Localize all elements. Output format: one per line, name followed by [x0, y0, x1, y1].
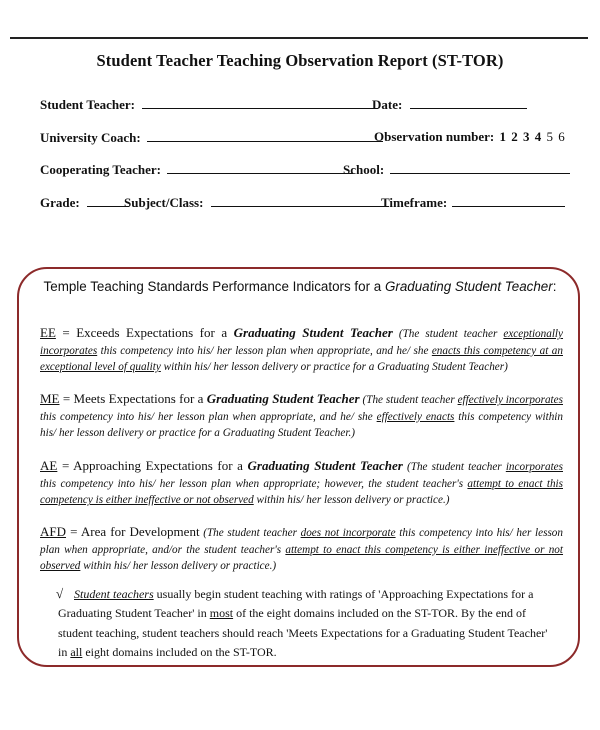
ae-text-3: within his/ her lesson delivery or practice.)	[253, 494, 450, 507]
timeframe-field[interactable]	[452, 194, 565, 207]
date-row	[372, 96, 527, 113]
afd-definition	[40, 524, 563, 575]
afd-underline-2: attempt to enact this competency is either ineffective or not observed	[40, 543, 564, 573]
timeframe-label: Timeframe:	[381, 195, 448, 210]
note-underline-2: most	[209, 606, 234, 621]
me-text-3: this competency within his/ her lesson delivery or practice for a Graduating Student Teacher.)	[40, 410, 563, 440]
ee-gst: Graduating Student Teacher	[233, 325, 393, 340]
ae-text-2: this competency into his/ her lesson plan when appropriate; however, the student teacher's	[40, 477, 468, 490]
me-text-2: this competency into his/ her lesson plan when appropriate, and he/ she	[40, 410, 377, 423]
observation-number-5[interactable]: 5	[546, 129, 553, 144]
university-coach-label: University Coach:	[40, 130, 141, 145]
standards-heading-prefix: Temple Teaching Standards Performance Indicators for a	[43, 279, 385, 294]
afd-underline-1: does not incorporate	[300, 527, 396, 539]
me-text-1: (The student teacher	[359, 394, 458, 406]
me-lead: = Meets Expectations for a	[59, 391, 207, 406]
observation-number-row	[374, 129, 565, 145]
note-underline-3: all	[70, 645, 83, 660]
cooperating-teacher-row	[40, 161, 353, 178]
student-teacher-field[interactable]	[142, 96, 378, 109]
afd-text-1: (The student teacher	[199, 527, 301, 539]
afd-code: AFD	[40, 524, 67, 539]
grade-row	[40, 194, 129, 211]
date-label: Date:	[372, 97, 403, 112]
ee-underline-2: enacts this competency at an exceptional level of quality	[40, 344, 563, 374]
observation-number-label: Observation number:	[374, 129, 495, 144]
ae-lead: = Approaching Expectations for a	[57, 458, 248, 473]
standards-heading-suffix: :	[552, 279, 557, 294]
note-underline-1: Student teachers	[74, 587, 154, 601]
student-teacher-row	[40, 96, 378, 113]
ae-definition	[40, 458, 563, 509]
university-coach-field[interactable]	[147, 129, 383, 142]
observation-number-1[interactable]: 1	[499, 129, 506, 144]
observation-number-3[interactable]: 3	[523, 129, 530, 144]
observation-number-4[interactable]: 4	[534, 129, 542, 144]
ee-underline-1: exceptionally incorporates	[40, 328, 564, 357]
grade-label: Grade:	[40, 195, 80, 210]
note-text-1: usually begin student teaching with ratings of 'Approaching Expectations for a Graduating Student Teacher' in	[58, 587, 534, 621]
school-label: School:	[343, 162, 385, 177]
school-row	[343, 161, 570, 178]
student-teacher-note	[58, 584, 554, 663]
cooperating-teacher-field[interactable]	[167, 161, 353, 174]
me-underline-2: effectively enacts	[376, 410, 455, 423]
note-text-3: eight domains included on the ST-TOR.	[82, 645, 277, 660]
observation-number-6[interactable]: 6	[558, 129, 565, 144]
standards-heading-emphasis: Graduating Student Teacher	[384, 279, 553, 294]
me-definition	[40, 391, 563, 442]
standards-heading	[0, 279, 600, 294]
ee-text-2: this competency into his/ her lesson plan when appropriate, and he/ she	[97, 344, 432, 357]
university-coach-row	[40, 129, 383, 146]
school-field[interactable]	[390, 161, 570, 174]
note-text-2: of the eight domains included on the ST-TOR. By the end of student teaching, student teachers should reach 'Meets Expectations for a Graduating Student Teacher' in	[58, 606, 548, 660]
afd-lead: = Area for Development	[66, 524, 200, 539]
ae-text-1: (The student teacher	[402, 461, 506, 473]
me-code: ME	[40, 391, 60, 406]
grade-field[interactable]	[87, 194, 129, 207]
ae-underline-1: incorporates	[505, 461, 563, 473]
ee-definition	[40, 325, 563, 376]
me-gst: Graduating Student Teacher	[206, 391, 360, 406]
timeframe-row	[381, 194, 565, 211]
ae-gst: Graduating Student Teacher	[247, 458, 403, 473]
ee-text-3: within his/ her lesson delivery or practice for a Graduating Student Teacher)	[160, 361, 508, 374]
cooperating-teacher-label: Cooperating Teacher:	[40, 162, 161, 177]
ae-code: AE	[40, 458, 58, 473]
me-underline-1: effectively incorporates	[457, 394, 563, 406]
ae-underline-2: attempt to enact this competency is either ineffective or not observed	[40, 477, 563, 507]
date-field[interactable]	[410, 96, 527, 109]
ee-code: EE	[40, 325, 56, 340]
top-rule	[10, 37, 588, 39]
afd-text-2: this competency into his/ her lesson plan when appropriate, and/or the student teacher's	[40, 527, 563, 556]
ee-lead: = Exceeds Expectations for a	[55, 325, 234, 340]
observation-number-2[interactable]: 2	[511, 129, 518, 144]
subject-class-field[interactable]	[211, 194, 389, 207]
afd-text-3: within his/ her lesson delivery or practice.)	[80, 560, 277, 573]
subject-class-label: Subject/Class:	[124, 195, 204, 210]
page-title: Student Teacher Teaching Observation Report (ST-TOR)	[96, 51, 504, 70]
subject-class-row	[124, 194, 389, 211]
student-teacher-label: Student Teacher:	[40, 97, 135, 112]
checkmark-icon: √	[56, 586, 64, 601]
ee-text-1: (The student teacher	[392, 328, 504, 340]
